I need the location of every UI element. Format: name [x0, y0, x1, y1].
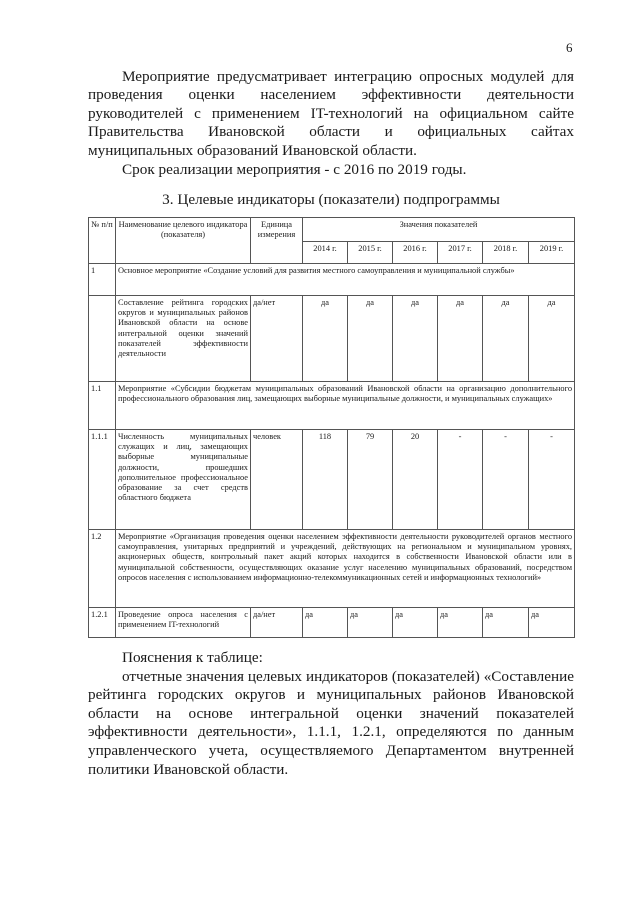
row-value: да	[303, 296, 348, 382]
row-value: да	[438, 296, 483, 382]
row-value: -	[438, 430, 483, 530]
row-value: 118	[303, 430, 348, 530]
row-unit: да/нет	[251, 608, 303, 638]
table-row	[89, 296, 575, 382]
header-name: Наименование целевого индикатора (показателя)	[116, 218, 251, 264]
row-value: да	[348, 296, 393, 382]
row-span-text: Мероприятие «Субсидии бюджетам муниципальных образований Ивановской области на организацию дополнительного профессионального образования лиц, замещающих выборные муниципальные должности, и муниципальных служащих»	[116, 382, 575, 430]
row-num: 1.1.1	[89, 430, 116, 530]
header-year: 2018 г.	[483, 242, 529, 264]
row-name: Численность муниципальных служащих и лиц, замещающих выборные муниципальные должности, прошедших дополнительное профессиональное образование за счет средств областного бюджета	[116, 430, 251, 530]
notes-text: отчетные значения целевых индикаторов (показателей) «Составление рейтинга городских округов и муниципальных районов Ивановской области на основе интегральной оценки значений показателей эффективности деятельности», 1.1.1, 1.2.1, определяются по данным управленческого учета, осуществляемого Департаментом внутренней политики Ивановской области.	[88, 667, 574, 778]
header-year: 2016 г.	[393, 242, 438, 264]
row-num: 1.2.1	[89, 608, 116, 638]
row-value: да	[348, 608, 393, 638]
header-num: № п/п	[89, 218, 116, 264]
term-text	[88, 161, 574, 179]
row-num: 1	[89, 264, 116, 296]
row-unit: да/нет	[251, 296, 303, 382]
row-span-text: Основное мероприятие «Создание условий для развития местного самоуправления и муниципальной службы»	[116, 264, 575, 296]
section-heading: 3. Целевые индикаторы (показатели) подпрограммы	[162, 191, 500, 208]
row-value: -	[529, 430, 575, 530]
header-values: Значения показателей	[303, 218, 575, 242]
indicators-table	[88, 217, 575, 638]
intro-paragraph: Мероприятие предусматривает интеграцию опросных модулей для проведения оценки населением эффективности деятельности руководителей с применением IT-технологий на официальном сайте Правительства Ивановской области и официальных сайтах муниципальных образований Ивановской области.	[88, 68, 574, 159]
intro-text	[88, 68, 574, 160]
table-row	[89, 530, 575, 608]
header-year: 2014 г.	[303, 242, 348, 264]
header-unit: Единица измерения	[251, 218, 303, 264]
row-value: -	[483, 430, 529, 530]
row-num: 1.1	[89, 382, 116, 430]
row-name: Проведение опроса населения с применением IT-технологий	[116, 608, 251, 638]
page-number: 6	[566, 40, 573, 55]
term-paragraph: Срок реализации мероприятия - с 2016 по 2019 годы.	[122, 161, 467, 178]
row-num: 1.2	[89, 530, 116, 608]
row-value: да	[393, 296, 438, 382]
table-row	[89, 608, 575, 638]
header-year: 2015 г.	[348, 242, 393, 264]
row-value: да	[483, 296, 529, 382]
row-value: да	[438, 608, 483, 638]
row-value: да	[303, 608, 348, 638]
row-value: да	[529, 608, 575, 638]
header-year: 2017 г.	[438, 242, 483, 264]
row-span-text: Мероприятие «Организация проведения оценки населением эффективности деятельности руководителей органов местного самоуправления, унитарных предприятий и учреждений, действующих на региональном и муниципальном уровнях, акционерных обществ, контрольный пакет акций которых находится в собственности Ивановской области или в муниципальной собственности, осуществляющих оказание услуг населению муниципальных образований, посредством опросов населения с использованием информационно-телекоммуникационных сетей и информационных технологий»	[116, 530, 575, 608]
notes-title: Пояснения к таблице:	[122, 649, 263, 666]
row-value: 20	[393, 430, 438, 530]
row-value: да	[529, 296, 575, 382]
row-value: 79	[348, 430, 393, 530]
row-num	[89, 296, 116, 382]
row-value: да	[483, 608, 529, 638]
row-unit: человек	[251, 430, 303, 530]
row-value: да	[393, 608, 438, 638]
table-row	[89, 264, 575, 296]
table-row	[89, 382, 575, 430]
row-name: Составление рейтинга городских округов и муниципальных районов Ивановской области на основе интегральной оценки значений показателей эффективности деятельности	[116, 296, 251, 382]
table-row	[89, 430, 575, 530]
notes-block	[88, 649, 574, 779]
header-year: 2019 г.	[529, 242, 575, 264]
